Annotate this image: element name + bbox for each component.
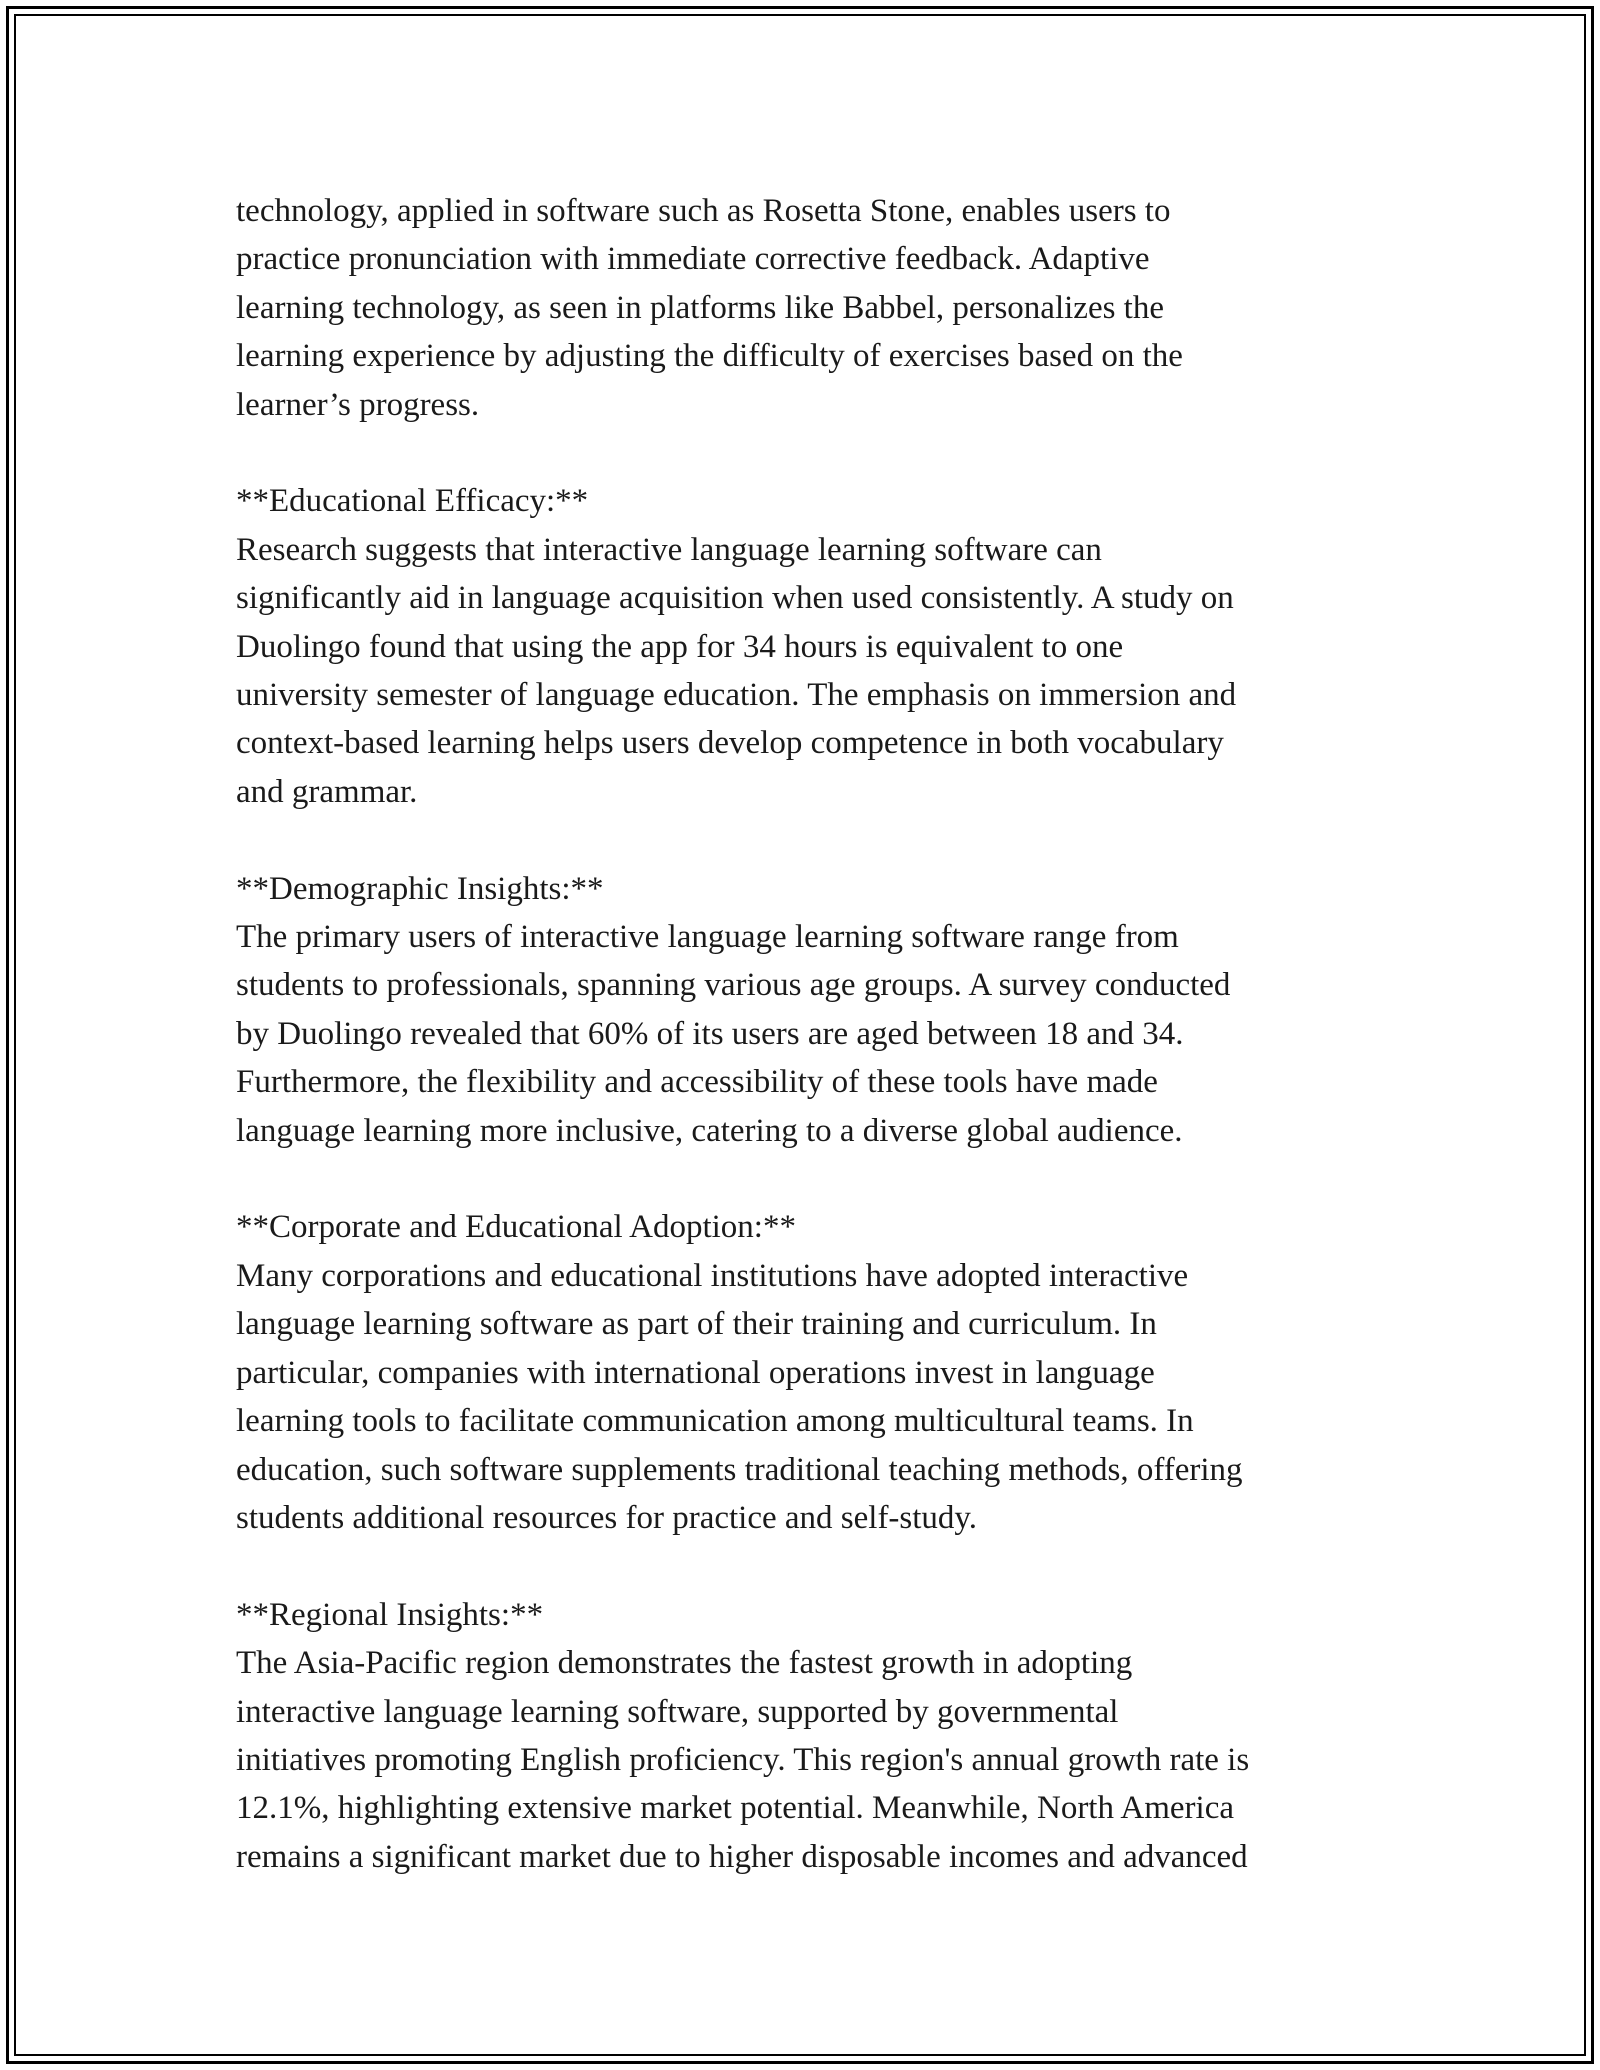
text-line: interactive language learning software, supported by governmental xyxy=(236,1693,1119,1730)
document-body xyxy=(236,187,1376,1881)
text-line: significantly aid in language acquisition when used consistently. A study on xyxy=(236,580,1234,617)
text-line: learning tools to facilitate communication among multicultural teams. In xyxy=(236,1403,1194,1440)
text-line: by Duolingo revealed that 60% of its users are aged between 18 and 34. xyxy=(236,1015,1184,1052)
text-line: Duolingo found that using the app for 34 hours is equivalent to one xyxy=(236,628,1124,665)
intro-paragraph xyxy=(236,187,1376,429)
text-line: and grammar. xyxy=(236,773,418,810)
section-corporate-educational-adoption xyxy=(236,1203,1376,1542)
text-line: education, such software supplements traditional teaching methods, offering xyxy=(236,1451,1243,1488)
section-educational-efficacy xyxy=(236,477,1376,816)
text-line: students additional resources for practice and self-study. xyxy=(236,1499,978,1536)
section-heading: **Educational Efficacy:** xyxy=(236,483,589,520)
text-line: university semester of language education. The emphasis on immersion and xyxy=(236,677,1237,714)
text-line: The Asia-Pacific region demonstrates the fastest growth in adopting xyxy=(236,1645,1133,1682)
section-heading: **Regional Insights:** xyxy=(236,1596,544,1633)
section-heading: **Corporate and Educational Adoption:** xyxy=(236,1209,796,1246)
text-line: language learning software as part of their training and curriculum. In xyxy=(236,1306,1157,1343)
text-line: context-based learning helps users develop competence in both vocabulary xyxy=(236,725,1224,762)
text-line: learning technology, as seen in platforms like Babbel, personalizes the xyxy=(236,289,1164,326)
text-line: language learning more inclusive, catering to a diverse global audience. xyxy=(236,1112,1183,1149)
text-line: initiatives promoting English proficiency. This region's annual growth rate is xyxy=(236,1741,1250,1778)
text-line: remains a significant market due to higher disposable incomes and advanced xyxy=(236,1838,1248,1875)
text-line: students to professionals, spanning various age groups. A survey conducted xyxy=(236,967,1231,1004)
text-line: technology, applied in software such as Rosetta Stone, enables users to xyxy=(236,193,1171,229)
text-line: 12.1%, highlighting extensive market potential. Meanwhile, North America xyxy=(236,1790,1235,1827)
text-line: learning experience by adjusting the difficulty of exercises based on the xyxy=(236,338,1183,375)
text-line: The primary users of interactive language learning software range from xyxy=(236,919,1179,956)
text-line: Furthermore, the flexibility and accessibility of these tools have made xyxy=(236,1064,1158,1101)
section-heading: **Demographic Insights:** xyxy=(236,870,604,907)
text-line: Many corporations and educational institutions have adopted interactive xyxy=(236,1257,1189,1294)
text-line: learner’s progress. xyxy=(236,386,480,423)
section-demographic-insights xyxy=(236,865,1376,1155)
text-line: particular, companies with international operations invest in language xyxy=(236,1354,1155,1391)
text-line: practice pronunciation with immediate corrective feedback. Adaptive xyxy=(236,241,1150,278)
section-regional-insights xyxy=(236,1591,1376,1881)
text-line: Research suggests that interactive language learning software can xyxy=(236,531,1102,568)
